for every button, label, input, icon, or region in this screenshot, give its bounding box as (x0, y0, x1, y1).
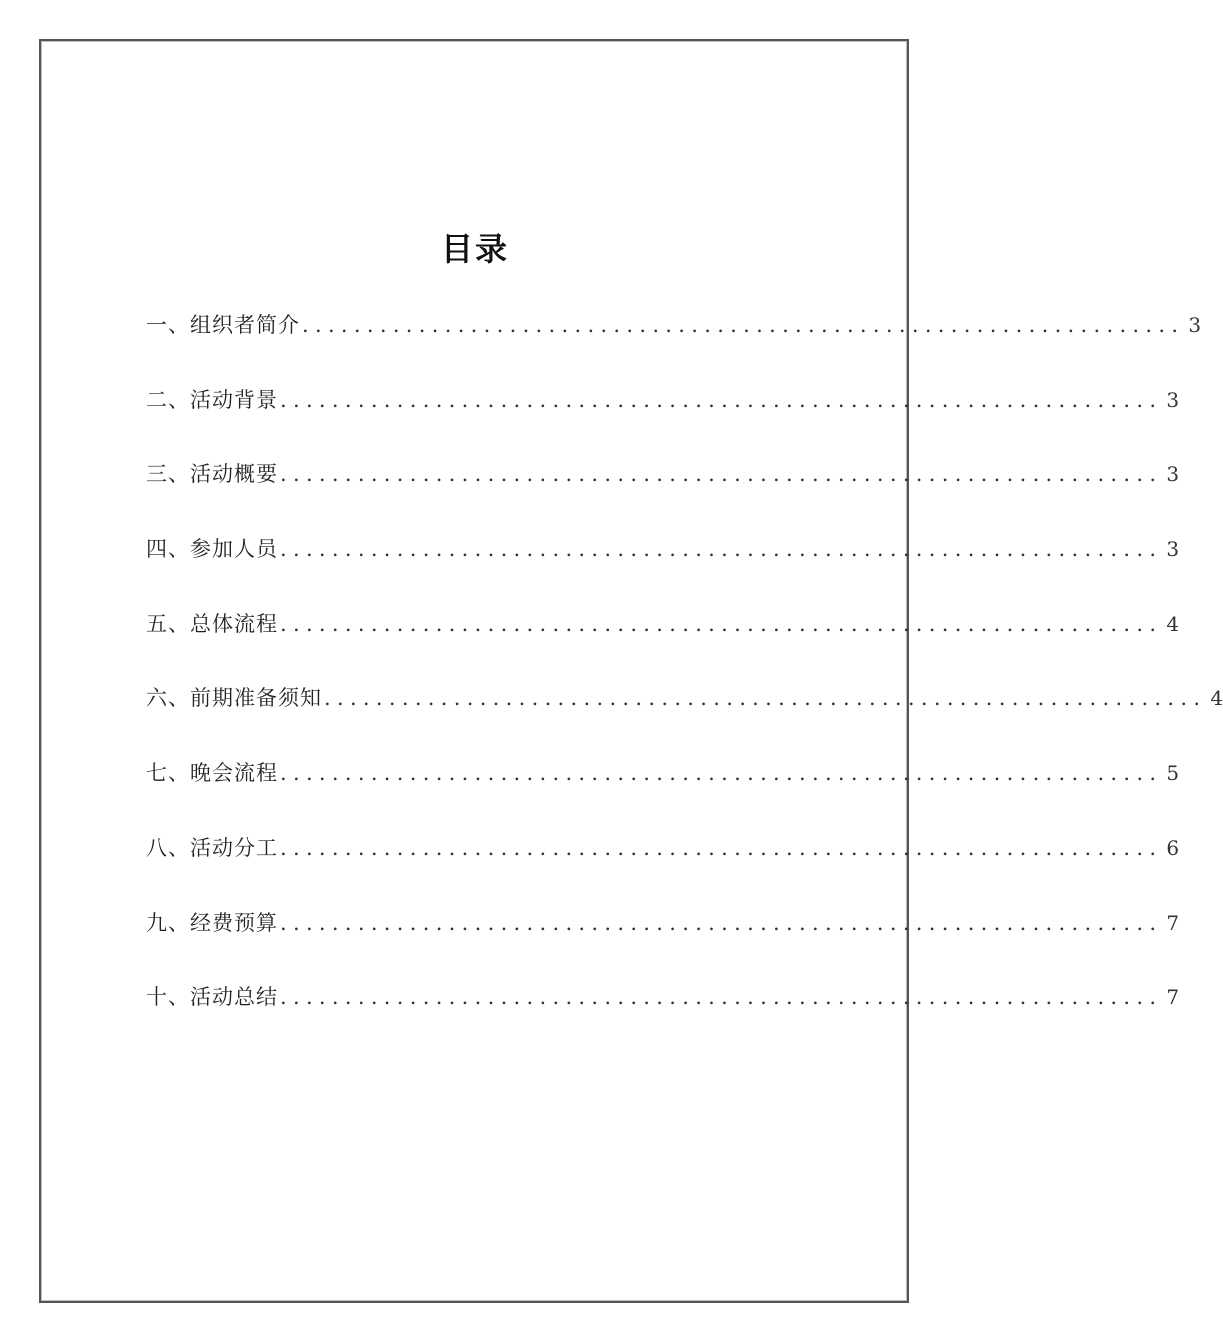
toc-entry[interactable] (146, 455, 1180, 530)
toc-entry[interactable] (146, 679, 1223, 754)
toc-entry-page: 4 (1166, 611, 1180, 636)
toc-entry[interactable] (146, 605, 1180, 680)
toc-dot-leader: .................................................................... (280, 611, 1163, 636)
toc-title: 目录 (440, 230, 509, 268)
toc-dot-leader: .................................................................... (280, 462, 1163, 487)
toc-dot-leader: .................................................................... (280, 835, 1163, 860)
toc-entry-page: 7 (1166, 985, 1180, 1010)
toc-entry-label: 二、活动背景 (146, 387, 278, 412)
toc-entry[interactable] (146, 754, 1180, 829)
toc-dot-leader: .................................................................... (280, 387, 1163, 412)
toc-entry[interactable] (146, 381, 1180, 456)
toc-dot-leader: .................................................................... (280, 985, 1163, 1010)
toc-dot-leader: .................................................................... (324, 686, 1207, 711)
toc-dot-leader: .................................................................... (302, 313, 1185, 337)
toc-entry[interactable] (146, 978, 1180, 1053)
toc-entry[interactable] (146, 829, 1180, 904)
toc-entry-page: 7 (1166, 910, 1180, 935)
toc-entry-page: 5 (1166, 761, 1180, 786)
toc-entry-page: 6 (1166, 835, 1180, 860)
toc-entry[interactable] (146, 530, 1180, 605)
toc-entry-label: 八、活动分工 (146, 835, 278, 860)
toc-entry-page: 3 (1166, 387, 1180, 412)
toc-dot-leader: .................................................................... (280, 537, 1163, 562)
toc-entry[interactable] (146, 904, 1180, 979)
toc-entry-page: 3 (1166, 537, 1180, 562)
toc-entry-label: 六、前期准备须知 (146, 686, 322, 711)
toc-entry-page: 3 (1188, 313, 1202, 337)
toc-entry-label: 四、参加人员 (146, 537, 278, 562)
toc-entry-label: 七、晚会流程 (146, 761, 278, 786)
toc-dot-leader: .................................................................... (280, 761, 1163, 786)
toc-entry-page: 3 (1166, 462, 1180, 487)
toc-entry-label: 十、活动总结 (146, 985, 278, 1010)
toc-list (146, 306, 1223, 1053)
toc-entry-label: 一、组织者简介 (146, 313, 300, 337)
toc-entry-page: 4 (1210, 686, 1223, 711)
toc-dot-leader: .................................................................... (280, 910, 1163, 935)
toc-entry[interactable] (146, 306, 1202, 381)
toc-entry-label: 三、活动概要 (146, 462, 278, 487)
toc-entry-label: 五、总体流程 (146, 611, 278, 636)
toc-entry-label: 九、经费预算 (146, 910, 278, 935)
